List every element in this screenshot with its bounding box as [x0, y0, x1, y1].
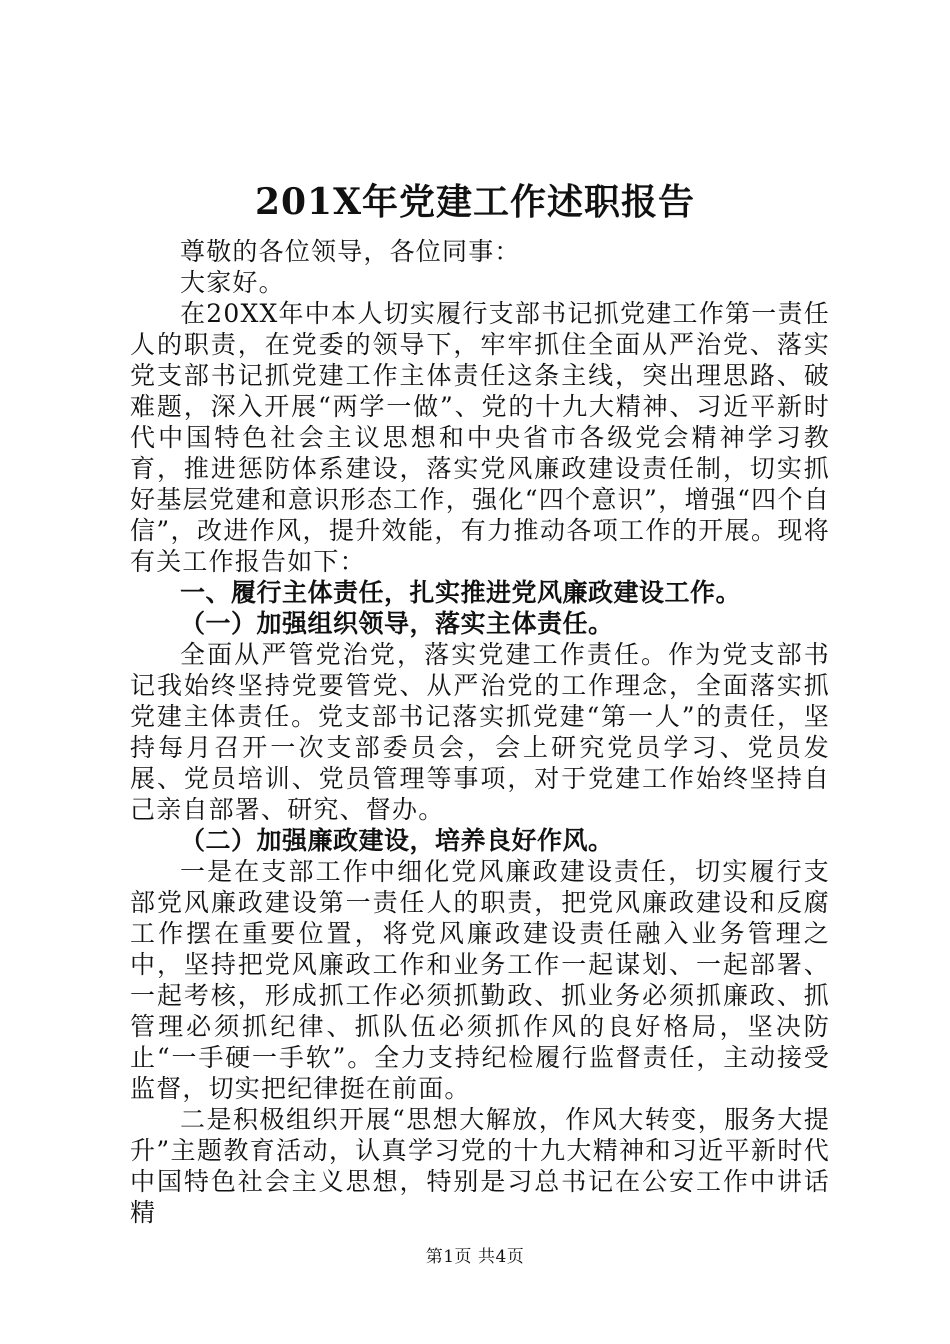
greeting: 大家好。 — [180, 268, 285, 297]
section-1-heading: 一、履行主体责任，扎实推进党风廉政建设工作。 — [180, 578, 742, 607]
subsection-2-paragraph-1: 一是在支部工作中细化党风廉政建设责任，切实履行支部党风廉政建设第一责任人的职责，把党风廉政建设和反腐工作摆在重要位置，将党风廉政建设责任融入业务管理之中，坚持把党风廉政工作和业务工作一起谋划、一起部署、一起考核，形成抓工作必须抓勤政、抓业务必须抓廉政、抓管理必须抓纪律、抓队伍必须抓作风的良好格局，坚决防止“一手硬一手软”。全力支持纪检履行监督责任，主动接受监督，切实把纪律挺在前面。 — [130, 857, 830, 1103]
document-title: 201X年党建工作述职报告 — [254, 181, 696, 223]
subsection-2-paragraph-2: 二是积极组织开展“思想大解放，作风大转变，服务大提升”主题教育活动，认真学习党的十九大精神和习近平新时代中国特色社会主义思想，特别是习总书记在公安工作中讲话精 — [130, 1105, 830, 1227]
subsection-1-heading: （一）加强组织领导，落实主体责任。 — [180, 609, 614, 638]
document-body — [130, 236, 830, 1228]
page-indicator: 第1页 共4页 — [425, 1247, 525, 1267]
subsection-1-paragraph: 全面从严管党治党，落实党建工作责任。作为党支部书记我始终坚持党要管党、从严治党的工作理念，全面落实抓党建主体责任。党支部书记落实抓党建“第一人”的责任，坚持每月召开一次支部委员会，会上研究党员学习、党员发展、党员培训、党员管理等事项，对于党建工作始终坚持自己亲自部署、研究、督办。 — [130, 640, 830, 824]
salutation: 尊敬的各位领导，各位同事： — [180, 237, 521, 266]
subsection-2-heading: （二）加强廉政建设，培养良好作风。 — [180, 826, 614, 855]
intro-paragraph: 在20XX年中本人切实履行支部书记抓党建工作第一责任人的职责，在党委的领导下，牢牢抓住全面从严治党、落实党支部书记抓党建工作主体责任这条主线，突出理思路、破难题，深入开展“两学一做”、党的十九大精神、习近平新时代中国特色社会主议思想和中央省市各级党会精神学习教育，推进惩防体系建设，落实党风廉政建设责任制，切实抓好基层党建和意识形态工作，强化“四个意识”，增强“四个自信”，改进作风，提升效能，有力推动各项工作的开展。现将有关工作报告如下： — [130, 299, 830, 576]
